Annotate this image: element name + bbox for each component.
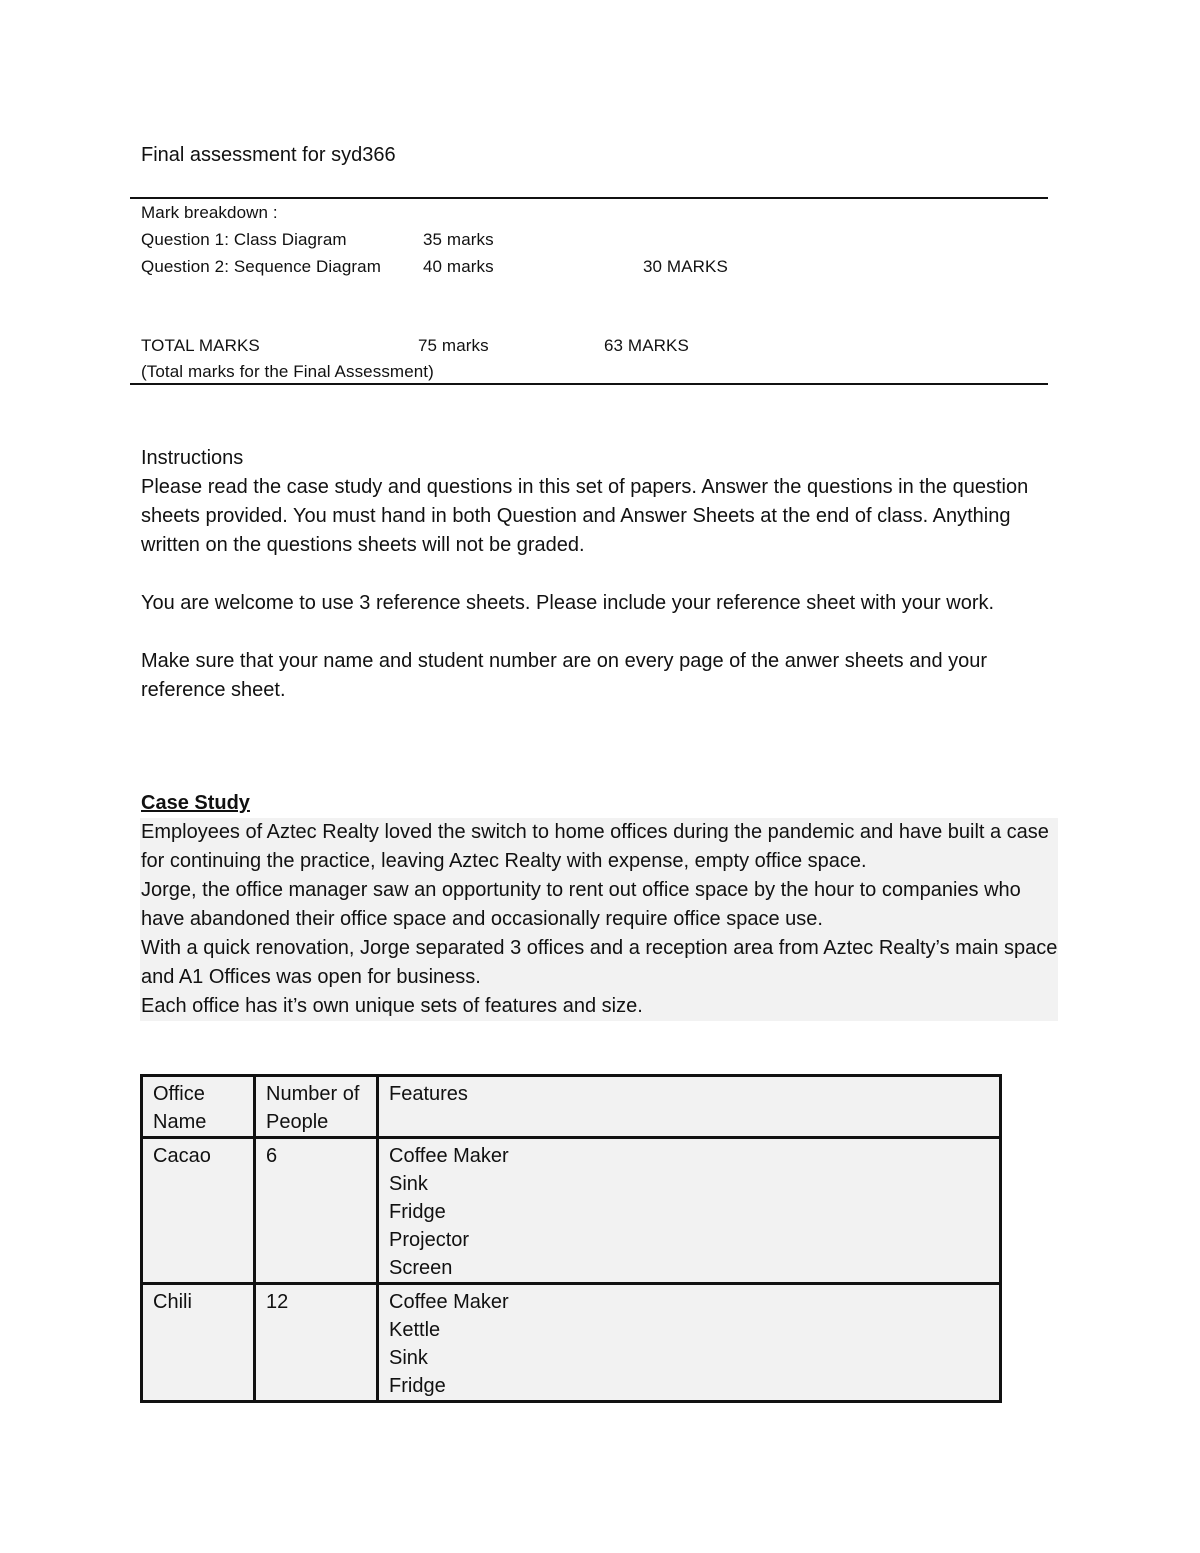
feature-item: Sink (389, 1173, 428, 1195)
question-1-label: Question 1: Class Diagram (141, 230, 347, 249)
case-study-line: Jorge, the office manager saw an opportunity to rent out office space by the hour to companies who have abandoned their office space and occasionally require office space use. (141, 879, 1021, 930)
office-name-cell: Cacao (142, 1138, 255, 1284)
total-marks-value: 75 marks (418, 336, 489, 355)
table-row (142, 1284, 1001, 1402)
instructions-section (141, 444, 1061, 705)
feature-item: Screen (389, 1257, 453, 1279)
page-title: Final assessment for syd366 (141, 144, 396, 166)
people-count-cell: 12 (255, 1284, 378, 1402)
table-row (142, 1138, 1001, 1284)
total-marks-description: (Total marks for the Final Assessment) (141, 362, 434, 381)
office-name-cell: Chili (142, 1284, 255, 1402)
instructions-heading: Instructions (141, 447, 244, 469)
features-cell (378, 1138, 1001, 1284)
question-2-note: 30 MARKS (643, 257, 728, 276)
offices-table (140, 1074, 1002, 1403)
bottom-divider (130, 383, 1048, 385)
case-study-heading: Case Study (141, 792, 250, 814)
question-2-marks: 40 marks (423, 257, 494, 276)
header-office-name: Office Name (142, 1076, 255, 1138)
mark-breakdown-heading: Mark breakdown : (141, 203, 278, 222)
question-1-marks: 35 marks (423, 230, 494, 249)
header-features: Features (378, 1076, 1001, 1138)
total-marks-label: TOTAL MARKS (141, 336, 260, 355)
feature-item: Projector (389, 1229, 470, 1251)
feature-item: Coffee Maker (389, 1291, 509, 1313)
feature-item: Fridge (389, 1201, 446, 1223)
instructions-paragraph-3: Make sure that your name and student number are on every page of the anwer sheets and your reference sheet. (141, 650, 988, 701)
instructions-paragraph-1: Please read the case study and questions in this set of papers. Answer the questions in the question sheets provided. You must hand in both Question and Answer Sheets at the end of class. Anything written on the questions sheets will not be graded. (141, 476, 1029, 556)
feature-item: Sink (389, 1347, 428, 1369)
case-study-line: Employees of Aztec Realty loved the switch to home offices during the pandemic and have built a case for continuing the practice, leaving Aztec Realty with expense, empty office space. (141, 821, 1049, 872)
table-header-row (142, 1076, 1001, 1138)
instructions-paragraph-2: You are welcome to use 3 reference sheets. Please include your reference sheet with your work. (141, 592, 995, 614)
case-study-line: With a quick renovation, Jorge separated 3 offices and a reception area from Aztec Realty’s main space and A1 Offices was open for business. (141, 937, 1058, 988)
feature-item: Fridge (389, 1375, 446, 1397)
feature-item: Coffee Maker (389, 1145, 509, 1167)
question-2-label: Question 2: Sequence Diagram (141, 257, 381, 276)
feature-item: Kettle (389, 1319, 441, 1341)
people-count-cell: 6 (255, 1138, 378, 1284)
case-study-line: Each office has it’s own unique sets of features and size. (141, 995, 643, 1017)
case-study-text (140, 818, 1058, 1021)
header-number-of-people: Number of People (255, 1076, 378, 1138)
features-cell (378, 1284, 1001, 1402)
total-marks-note: 63 MARKS (604, 336, 689, 355)
top-divider (130, 197, 1048, 199)
case-study-section (141, 789, 1061, 1021)
